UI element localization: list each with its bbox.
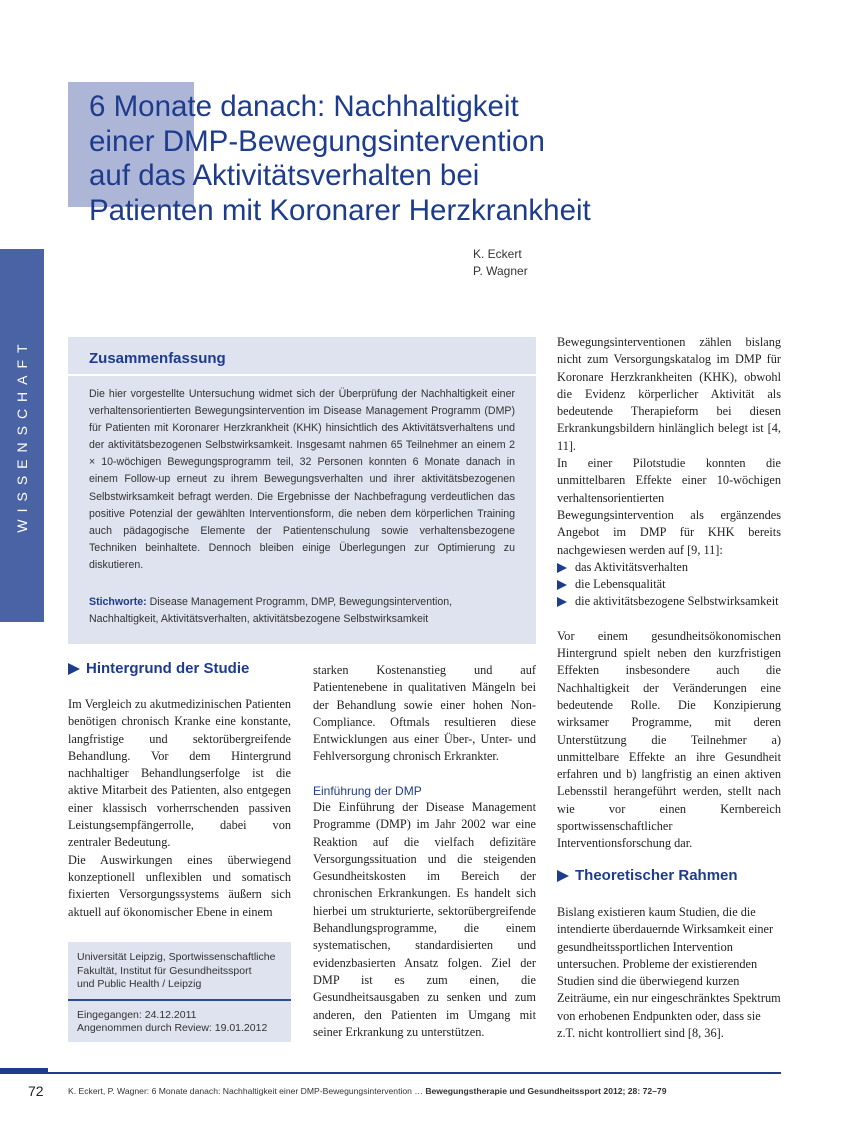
title-line: einer DMP-Bewegungsintervention [89,124,545,158]
page-number: 72 [28,1083,44,1099]
accepted-date: Angenommen durch Review: 19.01.2012 [77,1022,268,1034]
keywords-text: Disease Management Programm, DMP, Bewegungsintervention, Nachhaltigkeit, Aktivitätsverhalten, aktivitätsbezogene Selbstwirksamkeit [89,596,453,626]
title-line: Patienten mit Koronarer Herzkrankheit [89,193,591,227]
column-3-text [557,334,781,853]
column-1-text [68,696,291,921]
author-list [473,246,528,280]
paragraph: Die Einführung der Disease Management Programme (DMP) im Jahr 2002 war eine Reaktion auf die vielfach defizitäre Versorgungssituation und die steigenden Gesundheitskosten im Bereich der chronischen Erkrankungen. Es handelt sich hierbei um strukturierte, sektorübergreifende Behandlungsprogramme, die einem systematischen, standardisierten und evidenzbasierten Ansatz folgen. Ziel der DMP ist es zum einen, die Gesundheitsausgaben zu senken und zum anderen, den Patienten im Umgang mit seiner Erkrankung zu unterstützen. [313,800,536,1039]
arrow-bullet-icon [557,580,567,590]
paragraph: Bewegungsinterventionen zählen bislang nicht zum Versorgungskatalog im DMP für Koronare Herzkrankheiten (KHK), obwohl die Evidenz körperlicher Aktivität als bedeutende Therapieform bei diesen Erkrankungsbildern hinlänglich belegt ist [4, 11]. [557,335,781,453]
paragraph: Bislang existieren kaum Studien, die die intendierte überdauernde Wirksamkeit einer gesundheitssportlichen Intervention untersuchen. Probleme der existierenden Studien sind die überwiegend kurzen Zeiträume, ein nur eingeschränktes Spektrum von erhobenen Endpunkten oder, dass sie z.T. nicht kontrolliert sind [8, 36]. [557,905,781,1041]
affiliation-line: Universität Leipzig, Sportwissenschaftliche [77,951,276,963]
title-line: auf das Aktivitätsverhalten bei [89,159,480,192]
affiliation-box [68,942,291,1042]
citation-text: K. Eckert, P. Wagner: 6 Monate danach: Nachhaltigkeit einer DMP-Bewegungsintervention … [68,1086,426,1096]
section-label: WISSENSCHAFT [14,337,30,533]
keywords [89,594,515,628]
affiliation-line: und Public Health / Leipzig [77,978,202,990]
abstract-divider [68,374,536,376]
paragraph: Die Auswirkungen eines überwiegend konzeptionell unflexiblen und somatisch fixierten Versorgungssystems äußern sich aktuell auf ökonomischer Ebene in einem [68,852,291,919]
arrow-right-icon [68,663,80,675]
column-2-text [313,662,536,766]
affiliation-line: Fakultät, Institut für Gesundheitssport [77,964,252,977]
abstract-heading: Zusammenfassung [89,350,226,367]
paragraph: Vor einem gesundheitsökonomischen Hintergrund spielt neben den kurzfristigen Effekten insbesondere auch die Nachhaltigkeit der Veränderungen eine bedeutende Rolle. Die Konzipierung wirksamer Programme, mit deren Unterstützung die Teilnehmer a) unmittelbare Effekte an ihre Gesundheit erfahren und b) langfristig an einen aktiven Lebensstil herangeführt werden, stellt nach wie vor einen Kernbereich sportwissenschaftlicher Interventionsforschung dar. [557,628,781,851]
section-heading-text: Theoretischer Rahmen [575,867,738,884]
arrow-bullet-icon [557,563,567,573]
section-heading-background [68,660,249,677]
footer-divider [0,1072,781,1074]
paragraph: Im Vergleich zu akutmedizinischen Patienten benötigen chronisch Kranke eine konstante, langfristige und sektorübergreifende Behandlung. Vor dem Hintergrund nachhaltiger Behandlungserfolge ist die aktive Mitarbeit des Patienten, also entgegen einer klassisch vorherrschenden passiven Leistungsempfängerrolle, dabei von zentraler Bedeutung. [68,697,291,850]
column-3-text-cont [557,904,781,1042]
list-item: die Lebensqualität [557,576,781,593]
author: K. Eckert [473,247,522,261]
effects-list [557,559,781,611]
footer-citation [68,1086,667,1096]
subsection-heading: Einführung der DMP [313,784,422,798]
received-date: Eingegangen: 24.12.2011 [77,1008,197,1021]
title-line: 6 Monate danach: Nachhaltigkeit [89,90,519,123]
affiliation [68,942,291,999]
author: P. Wagner [473,264,528,278]
list-item: das Aktivitätsverhalten [557,559,781,576]
abstract-text: Die hier vorgestellte Untersuchung widmet sich der Überprüfung der Nachhaltigkeit einer verhaltensorientierten Bewegungsintervention im Disease Management Programm (DMP) für Patienten mit Koronarer Herzkrankheit (KHK) hinsichtlich des Aktivitätsverhaltens und der aktivitätsbezogenen Selbstwirksamkeit. Insgesamt nahmen 65 Teilnehmer an einem 2 × 10-wöchigen Bewegungsprogramm teil, 32 Personen konnten 6 Monate danach in einem Follow-up erneut zu ihrem Bewegungsverhalten und ihrer aktivitätsbezogenen Selbstwirksamkeit befragt werden. Die Ergebnisse der Nachbefragung verdeutlichen das positive Potenzial der gewählten Interventionsform, die neben dem körperlichen Training auch pädagogische Elemente der Patientenschulung sowie verhaltensbezogene Techniken beinhaltete. Dennoch bleiben einige Überlegungen zur Optimierung zu diskutieren. [89,388,515,571]
arrow-bullet-icon [557,597,567,607]
paragraph: starken Kostenanstieg und auf Patientenebene in qualitativen Mängeln bei der Behandlung sowie einer hohen Non-Compliance. Oftmals resultieren diese Entwicklungen aus einer Über-, Unter- und Fehlversorgung chronisch Erkrankter. [313,663,536,764]
submission-dates [68,1001,291,1042]
column-2-text-cont [313,799,536,1041]
journal-reference: Bewegungstherapie und Gesundheitssport 2012; 28: 72–79 [425,1086,667,1096]
section-heading-theory [557,867,738,884]
list-item: die aktivitätsbezogene Selbstwirksamkeit [557,593,781,610]
keywords-label: Stichworte: [89,596,147,608]
paragraph: In einer Pilotstudie konnten die unmittelbaren Effekte einer 10-wöchigen verhaltensorientierten Bewegungsintervention als ergänzendes Angebot im DMP für KHK bereits nachgewiesen werden auf [9, 11]: [557,456,781,557]
arrow-right-icon [557,870,569,882]
article-title [89,90,709,228]
section-heading-text: Hintergrund der Studie [86,660,250,677]
